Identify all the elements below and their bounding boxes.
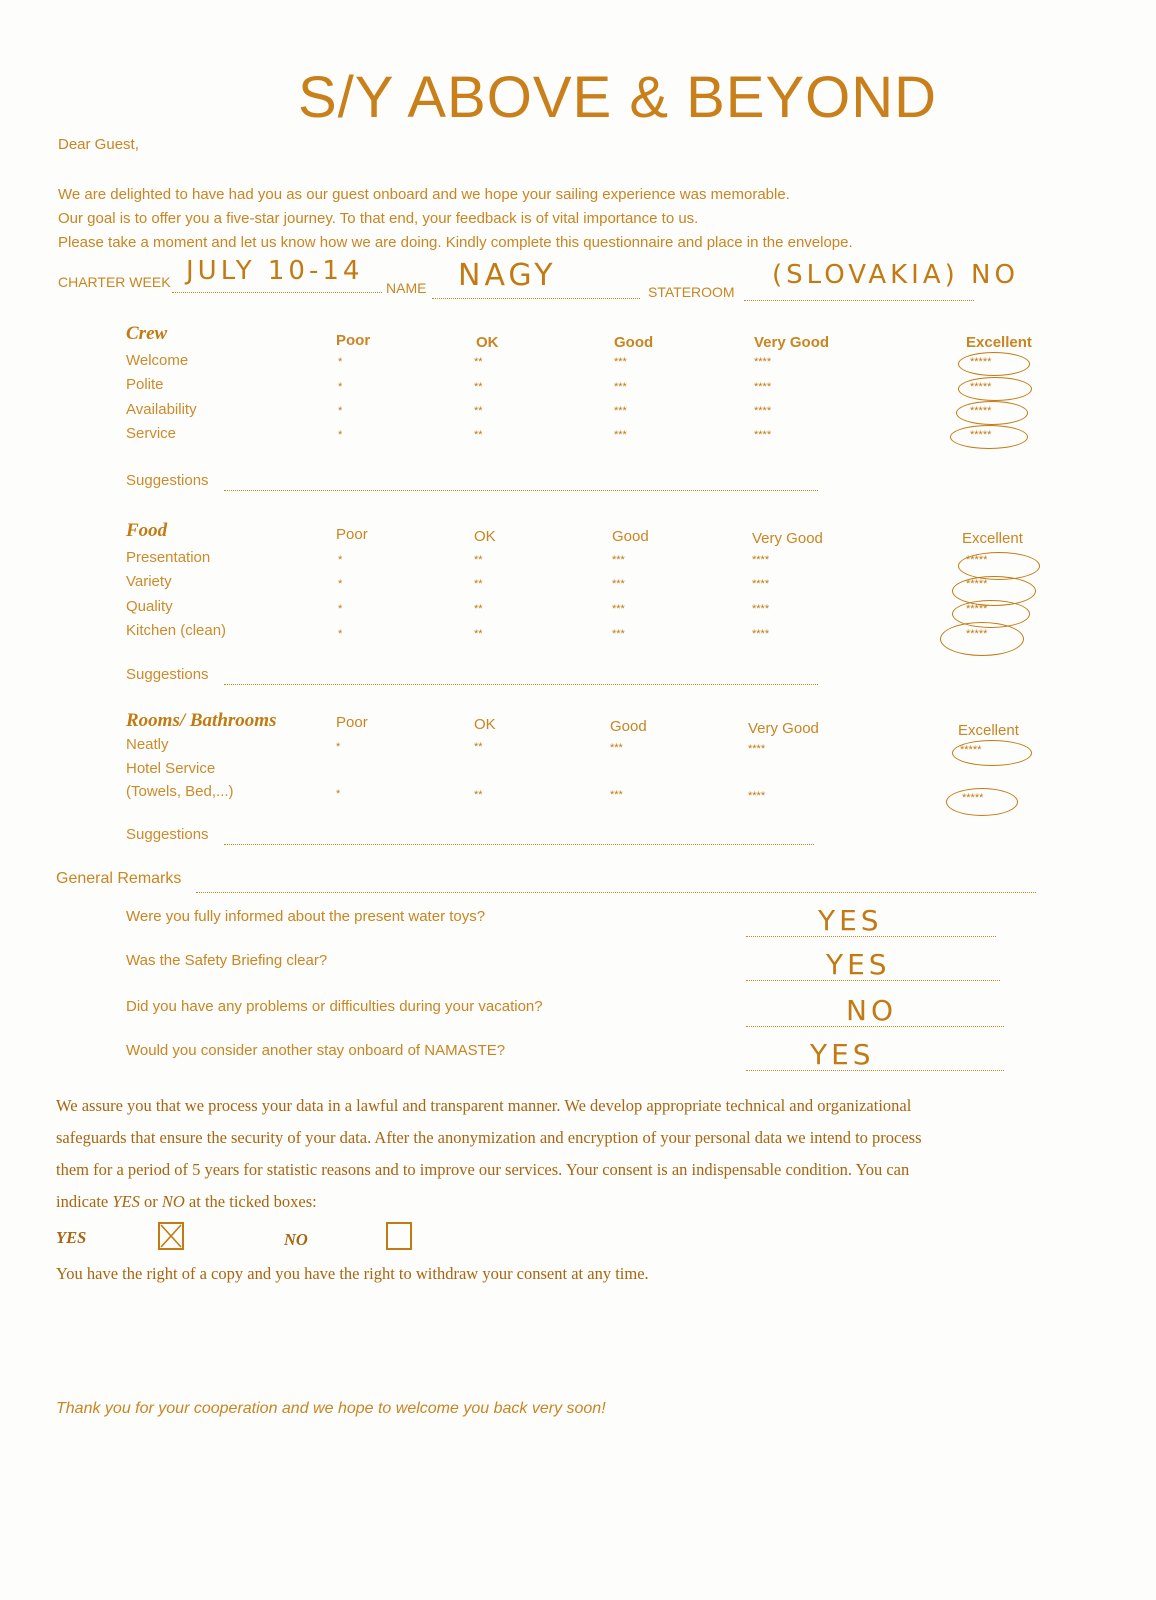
suggestions-field-rooms[interactable]: [224, 844, 814, 845]
rating-option-poor[interactable]: *: [338, 381, 343, 393]
stateroom-field[interactable]: (SLOVAKIA) NO: [772, 260, 1019, 290]
stateroom-label: STATEROOM: [648, 284, 735, 300]
rating-option-ok[interactable]: **: [474, 628, 483, 640]
rating-option-very-good[interactable]: ****: [748, 790, 766, 802]
rating-option-poor[interactable]: *: [338, 356, 343, 368]
charter-week-label: CHARTER WEEK: [58, 274, 171, 290]
consent-yes-label: YES: [56, 1228, 87, 1247]
header-very-good: Very Good: [754, 334, 830, 351]
selection-circle: [950, 425, 1028, 449]
section-title-food: Food: [126, 520, 168, 541]
rating-option-ok[interactable]: **: [474, 603, 483, 615]
selection-circle: [958, 377, 1032, 401]
rating-option-very-good[interactable]: ****: [752, 603, 770, 615]
general-remarks-field[interactable]: [196, 892, 1036, 893]
row-label: Service: [126, 425, 177, 442]
rating-option-good[interactable]: ***: [612, 554, 625, 566]
consent-no-checkbox[interactable]: [386, 1222, 412, 1250]
consent-or-word: or: [139, 1192, 162, 1211]
rating-option-excellent[interactable]: *****: [962, 792, 984, 804]
header-good: Good: [614, 334, 654, 351]
consent-line-4-suffix: at the ticked boxes:: [184, 1192, 317, 1211]
consent-line-4: [56, 1192, 317, 1212]
rating-option-very-good[interactable]: ****: [754, 381, 772, 393]
rating-option-poor[interactable]: *: [338, 578, 343, 590]
row-label: Presentation: [126, 549, 211, 566]
rating-option-very-good[interactable]: ****: [754, 429, 772, 441]
row-label: Welcome: [126, 352, 189, 369]
header-good: Good: [612, 528, 649, 545]
selection-circle: [958, 352, 1030, 376]
rating-option-excellent[interactable]: *****: [970, 405, 992, 417]
header-ok: OK: [474, 528, 496, 545]
rating-option-ok[interactable]: **: [474, 429, 483, 441]
suggestions-label: Suggestions: [126, 472, 209, 489]
selection-circle: [946, 788, 1018, 816]
rating-option-poor[interactable]: *: [336, 741, 341, 753]
rating-option-ok[interactable]: **: [474, 356, 483, 368]
question-text: Were you fully informed about the present water toys?: [126, 908, 486, 925]
header-ok: OK: [474, 716, 496, 733]
row-label: Kitchen (clean): [126, 622, 227, 639]
answer-text: YES: [810, 1038, 875, 1071]
consent-line-2: safeguards that ensure the security of your data. After the anonymization and encryption of your personal data we intend to process: [56, 1128, 922, 1147]
intro-line-2: Our goal is to offer you a five-star journey. To that end, your feedback is of vital importance to us.: [58, 210, 699, 227]
rating-option-good[interactable]: ***: [614, 356, 627, 368]
rating-option-excellent[interactable]: *****: [970, 381, 992, 393]
intro-line-3: Please take a moment and let us know how we are doing. Kindly complete this questionnaire and place in the envelope.: [58, 234, 853, 251]
general-remarks-label: General Remarks: [56, 870, 182, 887]
rating-option-poor[interactable]: *: [338, 405, 343, 417]
rating-option-good[interactable]: ***: [614, 381, 627, 393]
header-poor: Poor: [336, 332, 371, 349]
greeting: Dear Guest,: [58, 136, 139, 153]
consent-line-3: them for a period of 5 years for statistic reasons and to improve our services. Your consent is an indispensable condition. You can: [56, 1160, 910, 1179]
rating-option-good[interactable]: ***: [612, 628, 625, 640]
row-label: Polite: [126, 376, 164, 393]
question-text: Would you consider another stay onboard of NAMASTE?: [126, 1042, 506, 1059]
answer-text: YES: [818, 904, 883, 937]
header-excellent: Excellent: [962, 530, 1023, 547]
rating-option-very-good[interactable]: ****: [752, 554, 770, 566]
rating-option-excellent[interactable]: *****: [966, 603, 988, 615]
consent-no-word: NO: [161, 1192, 185, 1211]
answer-line[interactable]: [746, 1070, 1004, 1071]
rating-option-ok[interactable]: **: [474, 554, 483, 566]
rating-option-poor[interactable]: *: [338, 628, 343, 640]
check-x-icon: [160, 1224, 182, 1248]
consent-line-4-prefix: indicate: [56, 1192, 113, 1211]
consent-line-1: We assure you that we process your data in a lawful and transparent manner. We develop appropriate technical and organizational: [56, 1096, 912, 1115]
suggestions-field-food[interactable]: [224, 684, 818, 685]
consent-yes-checkbox[interactable]: [158, 1222, 184, 1250]
rating-option-good[interactable]: ***: [614, 405, 627, 417]
rating-option-very-good[interactable]: ****: [754, 405, 772, 417]
rating-option-ok[interactable]: **: [474, 381, 483, 393]
name-field[interactable]: NAGY: [458, 258, 557, 293]
selection-circle: [952, 740, 1032, 766]
rating-option-poor[interactable]: *: [336, 788, 341, 800]
rating-option-ok[interactable]: **: [474, 405, 483, 417]
rating-option-good[interactable]: ***: [610, 742, 623, 754]
question-text: Did you have any problems or difficulties during your vacation?: [126, 998, 543, 1015]
suggestions-label: Suggestions: [126, 826, 209, 843]
rating-option-ok[interactable]: **: [474, 789, 483, 801]
rating-option-excellent[interactable]: *****: [970, 356, 992, 368]
suggestions-label: Suggestions: [126, 666, 209, 683]
section-title-crew: Crew: [126, 323, 168, 344]
row-label: Quality: [126, 598, 173, 615]
rating-option-good[interactable]: ***: [612, 603, 625, 615]
header-ok: OK: [476, 334, 499, 351]
rating-option-excellent[interactable]: *****: [966, 578, 988, 590]
rating-option-poor[interactable]: *: [338, 603, 343, 615]
rating-option-excellent[interactable]: *****: [960, 744, 982, 756]
rating-option-very-good[interactable]: ****: [748, 743, 766, 755]
consent-rights: You have the right of a copy and you have the right to withdraw your consent at any time.: [56, 1264, 649, 1283]
rating-option-good[interactable]: ***: [610, 789, 623, 801]
rating-option-ok[interactable]: **: [474, 741, 483, 753]
row-label: (Towels, Bed,...): [126, 783, 234, 800]
intro-line-1: We are delighted to have had you as our guest onboard and we hope your sailing experience was memorable.: [58, 186, 790, 203]
rating-option-very-good[interactable]: ****: [752, 578, 770, 590]
rating-option-excellent[interactable]: *****: [970, 429, 992, 441]
rating-option-good[interactable]: ***: [614, 429, 627, 441]
row-label: Variety: [126, 573, 172, 590]
rating-option-ok[interactable]: **: [474, 578, 483, 590]
header-excellent: Excellent: [958, 722, 1019, 739]
selection-circle: [956, 401, 1028, 425]
header-poor: Poor: [336, 526, 368, 543]
question-text: Was the Safety Briefing clear?: [126, 952, 328, 969]
header-very-good: Very Good: [752, 530, 823, 547]
header-poor: Poor: [336, 714, 368, 731]
answer-text: NO: [846, 994, 897, 1027]
page-title: S/Y ABOVE & BEYOND: [298, 65, 938, 130]
suggestions-field-crew[interactable]: [224, 490, 818, 491]
rating-option-good[interactable]: ***: [612, 578, 625, 590]
charter-week-field[interactable]: JULY 10-14: [186, 256, 364, 286]
row-label: Hotel Service: [126, 760, 216, 777]
rating-option-poor[interactable]: *: [338, 429, 343, 441]
rating-option-very-good[interactable]: ****: [752, 628, 770, 640]
row-label: Availability: [126, 401, 197, 418]
header-excellent: Excellent: [966, 334, 1032, 351]
rating-option-poor[interactable]: *: [338, 554, 343, 566]
header-very-good: Very Good: [748, 720, 819, 737]
row-label: Neatly: [126, 736, 169, 753]
header-good: Good: [610, 718, 647, 735]
answer-text: YES: [826, 948, 891, 981]
thank-you-note: Thank you for your cooperation and we hope to welcome you back very soon!: [56, 1400, 606, 1417]
rating-option-very-good[interactable]: ****: [754, 356, 772, 368]
consent-yes-word: YES: [112, 1192, 140, 1211]
rating-option-excellent[interactable]: *****: [966, 554, 988, 566]
consent-no-label: NO: [284, 1230, 308, 1249]
name-label: NAME: [386, 280, 427, 296]
section-title-rooms: Rooms/ Bathrooms: [126, 710, 277, 731]
rating-option-excellent[interactable]: *****: [966, 628, 988, 640]
selection-circle: [940, 622, 1024, 656]
